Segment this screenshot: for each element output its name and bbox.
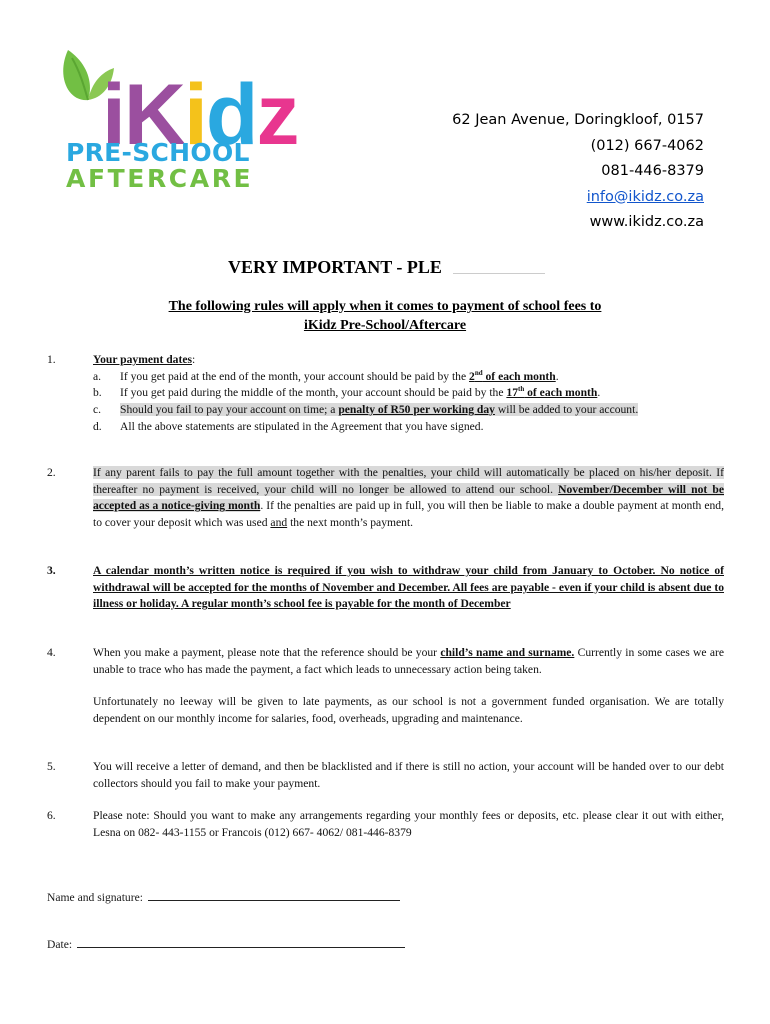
name-signature-line [47, 889, 400, 904]
rule-4: 4. When you make a payment, please note that the reference should be your child’s name and surname. Currently in some cases we are unable to trace who has made the payment, a fact which leads to unnecessary action being taken. Unfortunately no leeway will be given to late payments, as our school is not a government funded organisation. We are totally dependent on our monthly income for salaries, food, overheads, upgrading and maintenance. [47, 645, 724, 728]
logo-letter-k: K [123, 67, 185, 163]
rule-number: 3. [47, 564, 56, 577]
rule-number: 4. [47, 646, 56, 659]
rule-3: 3. A calendar month’s written notice is required if you wish to withdraw your child from January to October. No notice of withdrawal will be accepted for the months of November and December. All fees are payable - even if your child is absent due to illness or holiday. A regular month’s school fee is payable for the month of December [47, 564, 724, 611]
date-label: Date: [47, 938, 76, 951]
name-signature-field[interactable] [148, 889, 400, 901]
email-link[interactable]: info@ikidz.co.za [586, 188, 704, 205]
logo-letter-i2: i [184, 67, 206, 163]
rule-6: 6. Please note: Should you want to make any arrangements regarding your monthly fees or deposits, etc. please clear it out with either, Lesna on 082- 443-1155 or Francois (012) 667- 4062/ 081-446-8379 [47, 809, 724, 839]
subtitle-line1: The following rules will apply when it comes to payment of school fees to [168, 299, 602, 314]
logo-aftercare: AFTERCARE [66, 164, 254, 193]
title-divider [453, 273, 545, 274]
rule-5: 5. You will receive a letter of demand, and then be blacklisted and if there is still no action, your account will be handed over to our debt collectors should you fail to make your payment. [47, 760, 724, 790]
rule-1-heading: Your payment dates [93, 353, 192, 366]
rule-2: 2. If any parent fails to pay the full amount together with the penalties, your child will automatically be placed on his/her deposit. If thereafter no payment is received, your child will no longer be allowed to attend our school. November/December will not be accepted as a notice-giving month. If the penalties are paid up in full, you will then be liable to make a double payment at month end, to cover your deposit which was used and the next month’s payment. [47, 466, 724, 530]
address: 62 Jean Avenue, Doringkloof, 0157 [452, 112, 704, 128]
contact-block [452, 108, 704, 236]
rule-number: 1. [47, 353, 56, 366]
subtitle [0, 297, 770, 335]
logo-letter-i: i [102, 67, 124, 163]
logo-letter-d: d [205, 67, 257, 163]
rule-4-para2: Unfortunately no leeway will be given to late payments, as our school is not a government funded organisation. We are totally dependent on our monthly income for salaries, food, overheads, upgrading and maintenance. [93, 695, 724, 726]
mobile: 081-446-8379 [601, 163, 704, 179]
rule-1-d: d. All the above statements are stipulated in the Agreement that you have signed. [93, 419, 484, 433]
rule-1-a: a. If you get paid at the end of the month, your account should be paid by the 2nd of each month. [93, 368, 559, 383]
rule-1: 1. Your payment dates: a. If you get paid at the end of the month, your account should be paid by the 2nd of each month. b. If you get paid during the middle of the month, your account should be paid by the 17th of each month. c. Should you fail to pay your account on time; a penalty of R50 per working day will be added to your account. d. All the above statements are stipulated in the Agreement that you have signed. [47, 352, 724, 436]
rule-number: 6. [47, 809, 56, 822]
rule-number: 5. [47, 760, 56, 773]
page-title: VERY IMPORTANT - PLE [228, 257, 442, 277]
logo-letter-z: z [256, 67, 298, 163]
ikidz-logo [62, 42, 312, 192]
rule-1-c: c. Should you fail to pay your account on time; a penalty of R50 per working day will be added to your account. [93, 403, 639, 417]
phone: (012) 667-4062 [590, 137, 704, 154]
rule-number: 2. [47, 466, 56, 479]
date-line [47, 936, 405, 951]
rule-1-b: b. If you get paid during the middle of the month, your account should be paid by the 17th of each month. [93, 385, 601, 400]
subtitle-line2: iKidz Pre-School/Aftercare [303, 318, 467, 333]
logo-preschool: PRE-SCHOOL [66, 138, 250, 167]
website: www.ikidz.co.za [589, 214, 704, 230]
date-field[interactable] [77, 936, 405, 948]
name-signature-label: Name and signature: [47, 891, 146, 904]
